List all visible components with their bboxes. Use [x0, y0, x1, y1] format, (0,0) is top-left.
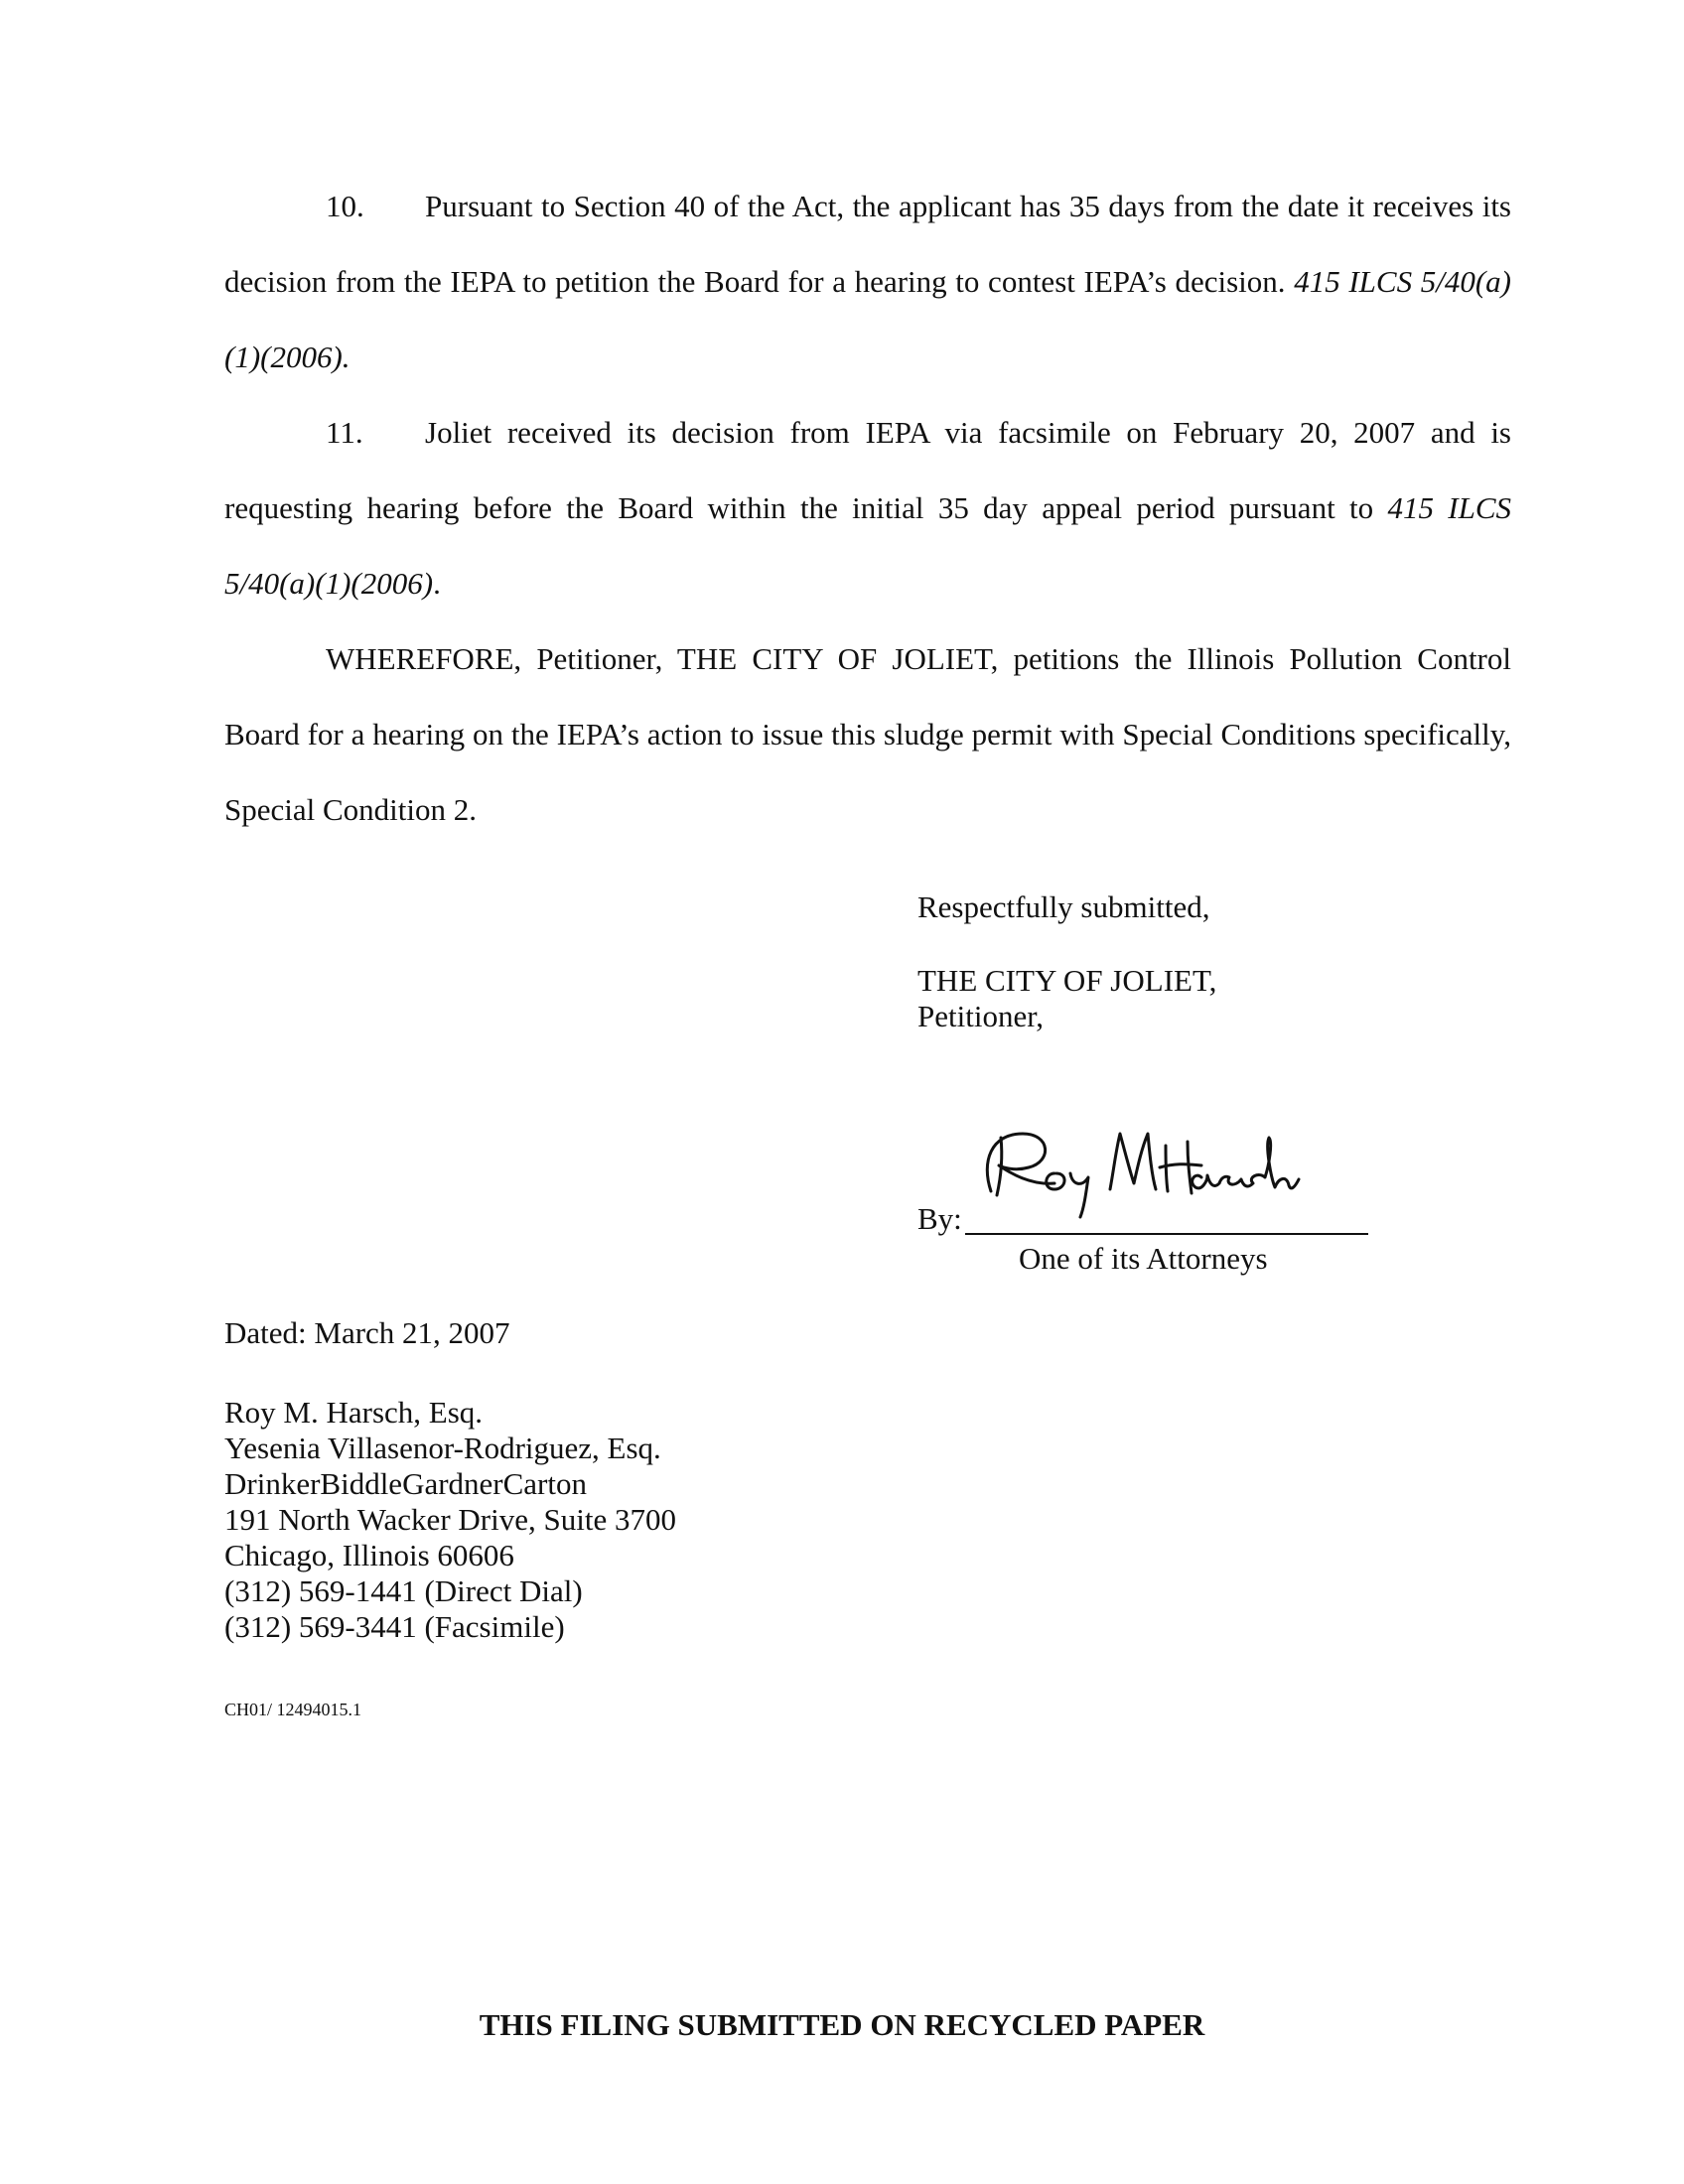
closing-party: [917, 963, 1216, 1034]
by-label: By:: [917, 1201, 962, 1236]
paragraph-trailing: .: [433, 566, 441, 601]
party-role: Petitioner,: [917, 999, 1045, 1033]
wherefore-paragraph: [224, 621, 1511, 848]
statute-citation: 415 ILCS 5/40(a)(1)(2006).: [224, 264, 1511, 374]
paragraph-text: Joliet received its decision from IEPA via facsimile on February 20, 2007 and is requesting hearing before the Board within the initial 35 day appeal period pursuant to: [224, 415, 1511, 525]
statute-citation: 415 ILCS 5/40(a)(1)(2006): [224, 490, 1512, 601]
paragraph-number: 10.: [326, 189, 364, 223]
paragraph-10: [224, 169, 1511, 395]
paragraph-number: 11.: [326, 415, 363, 450]
dated-line: Dated: March 21, 2007: [224, 1315, 510, 1350]
signature-line: [965, 1233, 1368, 1235]
address-line: (312) 569-3441 (Facsimile): [224, 1609, 565, 1644]
address-line: Roy M. Harsch, Esq.: [224, 1395, 484, 1430]
wherefore-text: WHEREFORE, Petitioner, THE CITY OF JOLIET, petitions the Illinois Pollution Control Board for a hearing on the IEPA’s action to issue this sludge permit with Special Conditions specifically, Special Condition 2.: [224, 641, 1511, 827]
respectfully-submitted: Respectfully submitted,: [917, 889, 1210, 924]
recycled-paper-footer: THIS FILING SUBMITTED ON RECYCLED PAPER: [479, 2007, 1205, 2042]
address-line: 191 North Wacker Drive, Suite 3700: [224, 1502, 676, 1537]
attorney-address-block: [224, 1395, 676, 1645]
paragraph-text: Pursuant to Section 40 of the Act, the applicant has 35 days from the date it receives its decision from the IEPA to petition the Board for a hearing to contest IEPA’s decision.: [224, 189, 1511, 299]
signature-block: [917, 1122, 1374, 1261]
address-line: Yesenia Villasenor-Rodriguez, Esq.: [224, 1431, 661, 1465]
signer-title: One of its Attorneys: [1019, 1241, 1268, 1276]
document-id: CH01/ 12494015.1: [224, 1700, 362, 1719]
address-line: (312) 569-1441 (Direct Dial): [224, 1573, 583, 1608]
paragraph-11: [224, 395, 1511, 621]
address-line: Chicago, Illinois 60606: [224, 1538, 514, 1572]
party-name: THE CITY OF JOLIET,: [917, 963, 1217, 998]
handwritten-signature: [971, 1122, 1348, 1231]
address-line: DrinkerBiddleGardnerCarton: [224, 1466, 587, 1501]
